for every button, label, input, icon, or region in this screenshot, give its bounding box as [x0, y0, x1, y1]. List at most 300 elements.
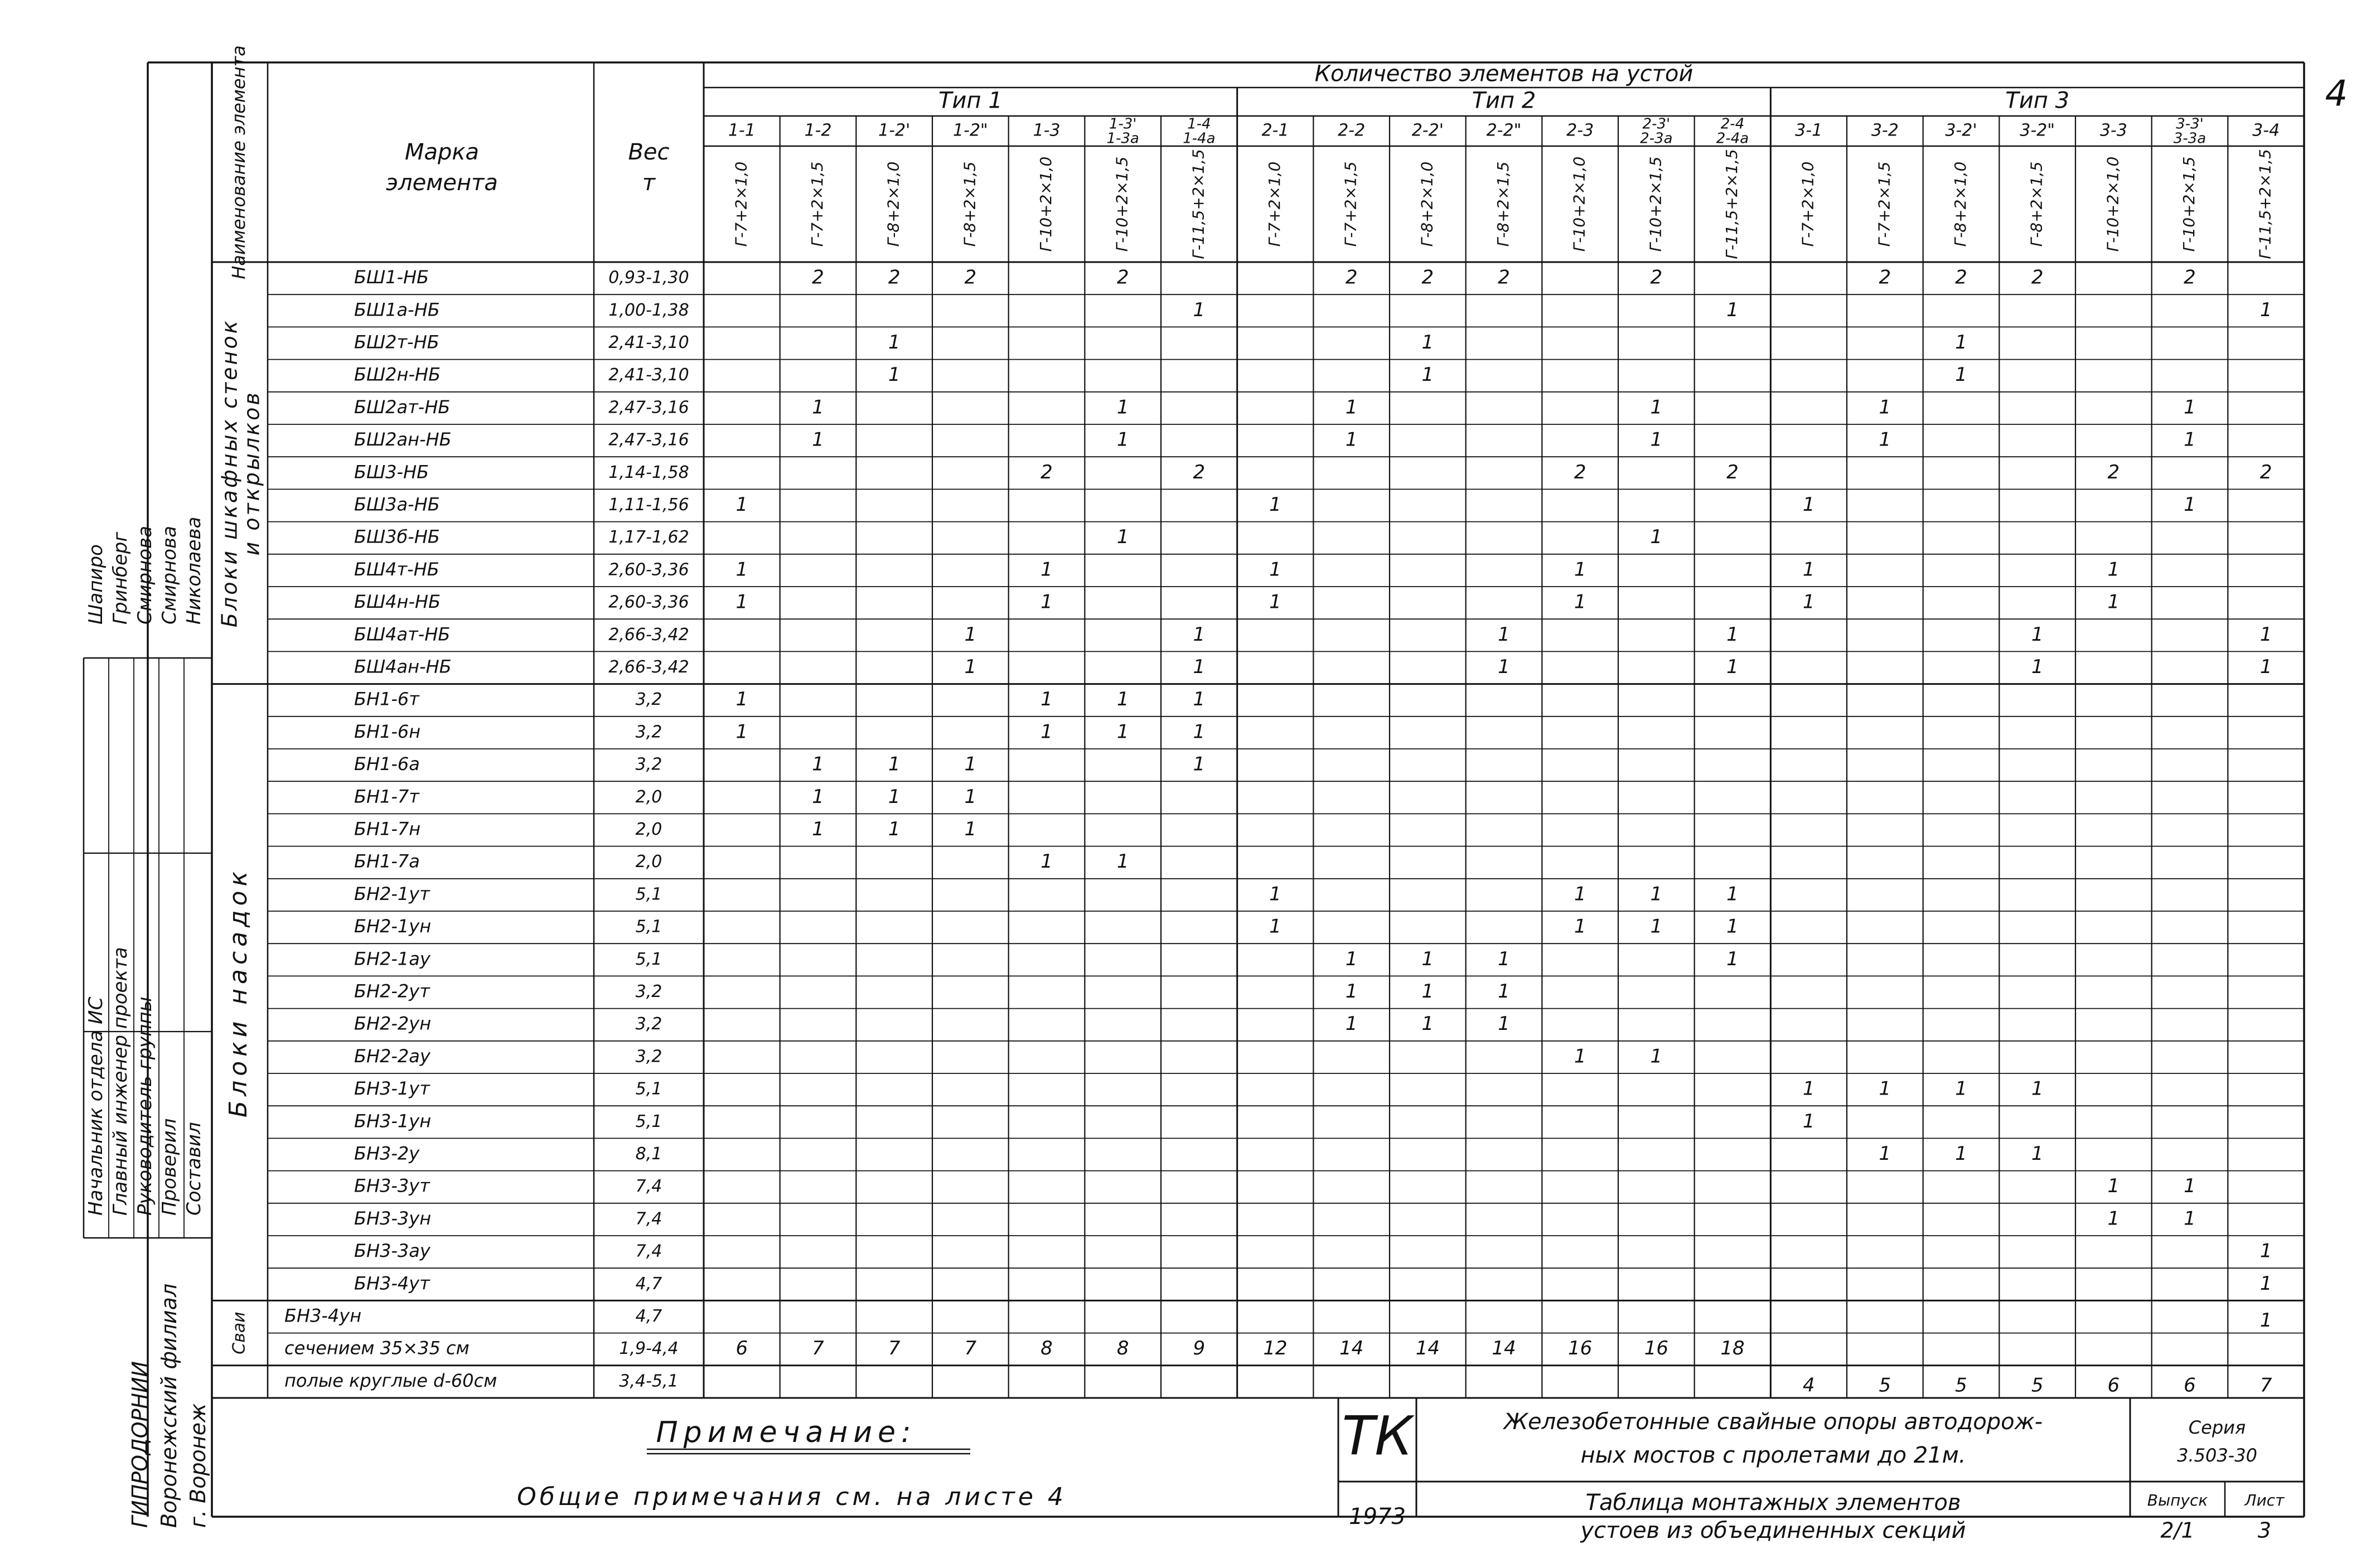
quantity-value: 1: [2031, 623, 2044, 646]
quantity-value: 14: [1492, 1337, 1516, 1360]
element-weight: 0,93-1,30: [608, 268, 689, 288]
element-mark: БШ4т-НБ: [354, 558, 439, 580]
quantity-value: 5: [1955, 1374, 1967, 1397]
quantity-value: 1: [1345, 947, 1358, 970]
org-2: Воронежский филиал: [157, 1283, 181, 1528]
weight-header: т: [642, 170, 656, 196]
type-label-3: Тип 3: [2005, 88, 2070, 114]
quantity-value: 1: [1269, 591, 1281, 613]
col-code: 2-4: [1720, 115, 1745, 133]
element-weight: 1,11-1,56: [608, 495, 689, 515]
element-mark: БШ3а-НБ: [354, 493, 440, 515]
col-code: 1-2": [952, 120, 988, 141]
element-mark: БШ2н-НБ: [354, 364, 441, 385]
col-code: 2-2': [1411, 120, 1444, 141]
col-code: 1-4а: [1183, 130, 1216, 147]
quantity-value: 1: [1726, 915, 1739, 938]
quantity-value: 1: [1421, 1013, 1434, 1035]
quantity-value: 1: [2107, 558, 2120, 581]
quantity-value: 2: [1650, 266, 1663, 289]
quantity-value: 2: [1041, 461, 1053, 483]
col-spec: Г-10+2×1,0: [1037, 156, 1055, 252]
quantity-value: 1: [2259, 1272, 2272, 1295]
element-mark: БН3-3ау: [354, 1240, 430, 1262]
quantity-value: 2: [1726, 461, 1739, 483]
quantity-value: 1: [1726, 883, 1739, 906]
quantity-value: 1: [1193, 298, 1206, 321]
element-weight: 3,2: [635, 1047, 662, 1067]
type-label-2: Тип 2: [1472, 88, 1536, 114]
col-spec: Г-11,5+2×1,5: [1189, 149, 1208, 259]
quantity-value: 1: [1879, 1143, 1891, 1165]
quantity-value: 1: [812, 818, 824, 840]
col-code: 3-2": [2020, 120, 2055, 141]
element-mark: полые круглые d-60см: [284, 1369, 497, 1391]
quantity-value: 1: [1802, 558, 1815, 581]
stamp-subtitle: устоев из объединенных секций: [1580, 1518, 1966, 1543]
quantity-value: 1: [1879, 1077, 1891, 1100]
quantity-value: 1: [1498, 947, 1510, 970]
element-mark: БШ4ат-НБ: [354, 623, 451, 645]
quantity-value: 1: [2107, 1207, 2120, 1230]
sheet-value: 3: [2257, 1518, 2272, 1543]
quantity-value: 1: [888, 331, 901, 354]
quantity-value: 14: [1339, 1337, 1364, 1360]
quantity-value: 1: [964, 753, 977, 776]
quantity-value: 1: [1421, 364, 1434, 386]
element-weight: 3,2: [635, 754, 662, 775]
quantity-value: 1: [1498, 623, 1510, 646]
sheet-number: 4: [2325, 73, 2348, 115]
col-spec: Г-7+2×1,5: [808, 161, 826, 247]
group-label: Сваи: [229, 1311, 249, 1354]
quantity-value: 2: [1879, 266, 1891, 289]
col-code: 2-1: [1261, 120, 1289, 141]
category-header: Наименование элемента: [228, 45, 249, 279]
quantity-value: 1: [888, 364, 901, 386]
col-code: 1-2: [804, 120, 832, 141]
quantity-value: 5: [2031, 1374, 2044, 1397]
quantity-value: 2: [1955, 266, 1967, 289]
col-spec: Г-10+2×1,0: [2103, 156, 2122, 252]
element-mark: БН2-2ун: [354, 1013, 432, 1034]
col-code: 3-3а: [2173, 130, 2207, 147]
element-mark: БШ2т-НБ: [354, 331, 439, 353]
element-mark: БН1-6т: [354, 688, 419, 710]
quantity-value: 1: [2107, 1175, 2120, 1198]
quantity-value: 1: [1116, 428, 1129, 451]
quantity-value: 7: [888, 1337, 901, 1360]
quantity-value: 2: [1116, 266, 1129, 289]
col-code: 3-3': [2176, 115, 2204, 133]
quantity-value: 1: [1041, 850, 1053, 873]
quantity-value: 1: [1041, 720, 1053, 743]
quantity-value: 1: [1421, 980, 1434, 1003]
col-code: 1-3': [1109, 115, 1137, 133]
quantity-value: 1: [1650, 526, 1663, 549]
quantity-value: 2: [1498, 266, 1510, 289]
element-weight: 1,14-1,58: [608, 462, 689, 482]
mark-header: Марка: [404, 139, 480, 165]
quantity-value: 1: [2259, 1240, 2272, 1262]
quantity-value: 1: [1802, 493, 1815, 516]
quantity-value: 1: [2259, 1309, 2272, 1332]
col-code: 3-2: [1871, 120, 1899, 141]
element-mark: БН3-4ут: [354, 1272, 430, 1294]
element-weight: 2,47-3,16: [608, 398, 689, 418]
col-spec: Г-11,5+2×1,5: [1722, 149, 1741, 259]
element-weight: 3,2: [635, 690, 662, 710]
quantity-value: 1: [1955, 1077, 1967, 1100]
quantity-value: 1: [1345, 1013, 1358, 1035]
quantity-value: 6: [736, 1337, 748, 1360]
col-code: 1-1: [728, 120, 756, 141]
col-spec: Г-7+2×1,0: [1798, 161, 1817, 247]
stamp-year: 1973: [1349, 1504, 1406, 1530]
group-label: и открылков: [239, 390, 264, 556]
quantity-value: 1: [1802, 591, 1815, 613]
element-mark: БШ2ат-НБ: [354, 396, 451, 418]
quantity-value: 1: [2031, 1143, 2044, 1165]
quantity-value: 7: [812, 1337, 824, 1360]
quantity-value: 1: [1498, 1013, 1510, 1035]
element-weight: 4,7: [635, 1306, 662, 1326]
quantity-value: 1: [964, 656, 977, 678]
quantity-value: 1: [1041, 558, 1053, 581]
note-title: Примечание:: [656, 1416, 917, 1449]
quantity-value: 2: [1574, 461, 1586, 483]
quantity-value: 1: [1116, 720, 1129, 743]
name-2: Гринберг: [109, 531, 132, 625]
element-mark: БН2-2ау: [354, 1045, 430, 1067]
quantity-value: 1: [1345, 396, 1358, 419]
issue-value: 2/1: [2160, 1518, 2195, 1543]
element-mark: БН3-1ун: [354, 1110, 432, 1132]
name-1: Шапиро: [85, 544, 107, 625]
quantity-value: 1: [2259, 298, 2272, 321]
quantity-value: 7: [2259, 1374, 2272, 1397]
name-5: Николаева: [183, 516, 205, 625]
col-code: 3-2': [1945, 120, 1977, 141]
quantity-value: 1: [1726, 656, 1739, 678]
quantity-value: 2: [1421, 266, 1434, 289]
quantity-value: 1: [812, 396, 824, 419]
element-weight: 5,1: [635, 884, 662, 904]
col-code: 1-4: [1187, 115, 1211, 133]
element-weight: 4,7: [635, 1274, 662, 1294]
element-mark: БН2-1ау: [354, 948, 430, 970]
quantity-value: 1: [1116, 526, 1129, 549]
logo-tk: ТК: [1342, 1405, 1413, 1468]
quantity-value: 2: [964, 266, 977, 289]
col-spec: Г-7+2×1,0: [732, 161, 751, 247]
element-mark: БН1-7а: [354, 850, 420, 872]
group-label: Блоки шкафных стенок: [217, 318, 242, 628]
quantity-value: 1: [1421, 331, 1434, 354]
element-mark: БН1-6а: [354, 753, 420, 775]
quantity-value: 1: [812, 428, 824, 451]
quantity-value: 1: [1269, 915, 1281, 938]
quantity-value: 14: [1415, 1337, 1440, 1360]
element-weight: 2,0: [635, 787, 662, 807]
element-mark: БН3-4ун: [284, 1305, 362, 1327]
element-mark: БШ1-НБ: [354, 267, 429, 288]
quantity-value: 1: [1955, 364, 1967, 386]
series-value: 3.503-30: [2177, 1445, 2257, 1466]
col-code: 3-3: [2099, 120, 2127, 141]
quantity-value: 12: [1263, 1337, 1288, 1360]
col-spec: Г-10+2×1,5: [2180, 156, 2198, 252]
quantity-value: 1: [1574, 591, 1586, 613]
quantity-value: 1: [2184, 396, 2196, 419]
quantity-value: 1: [736, 720, 748, 743]
quantity-value: 6: [2184, 1374, 2196, 1397]
col-code: 1-2': [878, 120, 911, 141]
element-mark: БШ4н-НБ: [354, 591, 441, 613]
element-weight: 2,66-3,42: [608, 657, 689, 677]
quantity-value: 1: [1193, 753, 1206, 776]
role-5: Составил: [183, 1122, 205, 1216]
quantity-value: 1: [1116, 688, 1129, 711]
quantity-value: 1: [1574, 915, 1586, 938]
element-weight: 2,41-3,10: [608, 365, 689, 385]
quantity-value: 1: [1116, 850, 1129, 873]
quantity-value: 1: [964, 785, 977, 808]
element-mark: сечением 35×35 см: [284, 1337, 470, 1359]
quantity-value: 1: [1421, 947, 1434, 970]
col-spec: Г-10+2×1,0: [1570, 156, 1589, 252]
role-4: Проверил: [158, 1118, 181, 1216]
quantity-value: 1: [1041, 688, 1053, 711]
quantity-value: 1: [1879, 428, 1891, 451]
quantity-value: 7: [964, 1337, 977, 1360]
col-spec: Г-8+2×1,0: [1417, 161, 1436, 247]
element-mark: БШ3б-НБ: [354, 526, 440, 548]
element-weight: 5,1: [635, 917, 662, 937]
element-weight: 2,47-3,16: [608, 430, 689, 450]
element-mark: БН3-3ун: [354, 1207, 432, 1229]
quantity-value: 18: [1720, 1337, 1745, 1360]
element-weight: 3,2: [635, 722, 662, 742]
quantity-value: 2: [2107, 461, 2120, 483]
quantity-value: 1: [2184, 1175, 2196, 1198]
quantity-value: 1: [736, 591, 748, 613]
quantity-value: 2: [2259, 461, 2272, 483]
quantity-value: 1: [1269, 558, 1281, 581]
element-weight: 2,66-3,42: [608, 625, 689, 645]
name-4: Смирнова: [158, 526, 181, 625]
quantity-value: 1: [812, 753, 824, 776]
element-weight: 7,4: [635, 1177, 662, 1197]
element-mark: БН1-7н: [354, 818, 421, 840]
quantity-value: 1: [964, 818, 977, 840]
quantity-value: 1: [1802, 1110, 1815, 1133]
col-spec: Г-10+2×1,5: [1112, 156, 1131, 252]
col-code: 2-3а: [1640, 130, 1673, 147]
stamp-subtitle: Таблица монтажных элементов: [1585, 1490, 1961, 1516]
quantity-value: 2: [888, 266, 901, 289]
quantity-value: 1: [736, 558, 748, 581]
quantity-value: 2: [2184, 266, 2196, 289]
note-text: Общие примечания см. на листе 4: [517, 1483, 1067, 1511]
quantity-title: Количество элементов на устой: [1314, 61, 1693, 87]
element-weight: 2,0: [635, 820, 662, 839]
col-code: 1-3: [1033, 120, 1061, 141]
org-3: г. Воронеж: [186, 1403, 210, 1528]
sheet-label: Лист: [2244, 1491, 2285, 1509]
quantity-value: 1: [1726, 623, 1739, 646]
element-mark: БН2-2ут: [354, 980, 430, 1002]
element-mark: БШ4ан-НБ: [354, 656, 452, 677]
series-label: Серия: [2188, 1417, 2246, 1438]
element-weight: 1,00-1,38: [608, 300, 689, 320]
signature-roles: [84, 947, 206, 1216]
element-weight: 5,1: [635, 949, 662, 969]
col-code: 2-2": [1486, 120, 1522, 141]
quantity-value: 1: [1726, 947, 1739, 970]
quantity-value: 1: [1879, 396, 1891, 419]
col-code: 2-2: [1338, 120, 1366, 141]
element-weight: 1,17-1,62: [608, 527, 689, 548]
quantity-value: 1: [1345, 980, 1358, 1003]
issue-label: Выпуск: [2147, 1491, 2208, 1509]
quantity-value: 2: [1345, 266, 1358, 289]
quantity-value: 1: [1193, 656, 1206, 678]
quantity-value: 2: [1193, 461, 1206, 483]
element-mark: БШ3-НБ: [354, 461, 429, 483]
stamp-title: Железобетонные свайные опоры автодорож-: [1503, 1409, 2043, 1435]
element-mark: БН3-2у: [354, 1143, 420, 1164]
quantity-value: 1: [1955, 331, 1967, 354]
quantity-value: 1: [1650, 1045, 1663, 1068]
quantity-value: 8: [1116, 1337, 1129, 1360]
quantity-value: 1: [1269, 883, 1281, 906]
quantity-value: 1: [888, 753, 901, 776]
weight-header: Вес: [628, 139, 670, 165]
element-mark: БШ2ан-НБ: [354, 429, 452, 451]
quantity-value: 1: [888, 785, 901, 808]
quantity-value: 1: [2184, 428, 2196, 451]
element-weight: 3,2: [635, 1014, 662, 1034]
element-mark: БН2-1ун: [354, 916, 432, 937]
stamp-title: ных мостов с пролетами до 21м.: [1580, 1443, 1966, 1468]
quantity-value: 1: [1955, 1143, 1967, 1165]
element-weight: 8,1: [635, 1144, 662, 1164]
element-weight: 3,4-5,1: [619, 1371, 679, 1391]
quantity-value: 1: [2184, 1207, 2196, 1230]
element-weight: 2,60-3,36: [608, 592, 689, 612]
quantity-value: 1: [2031, 1077, 2044, 1100]
col-spec: Г-8+2×1,5: [2027, 161, 2046, 247]
col-spec: Г-10+2×1,5: [1646, 156, 1665, 252]
element-mark: БН2-1ут: [354, 883, 430, 904]
quantity-value: 2: [2031, 266, 2044, 289]
quantity-value: 1: [2031, 656, 2044, 678]
table-text: [217, 45, 2348, 1543]
quantity-value: 9: [1193, 1337, 1206, 1360]
organization: [125, 1284, 212, 1528]
col-code: 2-3': [1642, 115, 1671, 133]
quantity-value: 1: [1116, 396, 1129, 419]
quantity-value: 8: [1041, 1337, 1053, 1360]
element-mark: БН1-7т: [354, 786, 419, 807]
quantity-value: 1: [2107, 591, 2120, 613]
col-spec: Г-8+2×1,0: [1951, 161, 1970, 247]
element-weight: 2,41-3,10: [608, 333, 689, 352]
element-weight: 2,0: [635, 852, 662, 872]
col-spec: Г-7+2×1,5: [1875, 161, 1894, 247]
col-spec: Г-11,5+2×1,5: [2256, 149, 2275, 259]
group-label: Блоки насадок: [224, 867, 253, 1118]
quantity-value: 1: [1041, 591, 1053, 613]
quantity-value: 1: [1650, 396, 1663, 419]
org-1: ГИПРОДОРНИИ: [128, 1361, 152, 1528]
col-code: 2-3: [1566, 120, 1594, 141]
quantity-value: 1: [1269, 493, 1281, 516]
element-weight: 3,2: [635, 982, 662, 1001]
element-mark: БН1-6н: [354, 720, 421, 742]
quantity-value: 1: [1498, 656, 1510, 678]
quantity-value: 1: [1345, 428, 1358, 451]
quantity-value: 1: [1650, 883, 1663, 906]
col-spec: Г-8+2×1,5: [1494, 161, 1512, 247]
col-spec: Г-7+2×1,5: [1341, 161, 1360, 247]
quantity-value: 16: [1644, 1337, 1668, 1360]
quantity-value: 1: [2259, 623, 2272, 646]
element-mark: БН3-1ут: [354, 1078, 430, 1100]
role-1: Начальник отдела ИС: [85, 996, 107, 1216]
mark-header: элемента: [386, 170, 498, 196]
element-weight: 7,4: [635, 1241, 662, 1261]
element-weight: 2,60-3,36: [608, 560, 689, 580]
quantity-value: 1: [1650, 915, 1663, 938]
role-2: Главный инженер проекта: [109, 947, 132, 1216]
col-spec: Г-7+2×1,0: [1265, 161, 1284, 247]
quantity-value: 1: [1574, 558, 1586, 581]
quantity-value: 1: [1193, 623, 1206, 646]
type-label-1: Тип 1: [938, 88, 1003, 114]
element-weight: 7,4: [635, 1209, 662, 1229]
quantity-value: 1: [1726, 298, 1739, 321]
col-code: 1-3а: [1106, 130, 1139, 147]
quantity-value: 1: [736, 688, 748, 711]
element-mark: БШ1а-НБ: [354, 299, 440, 321]
element-weight: 5,1: [635, 1111, 662, 1131]
quantity-value: 5: [1879, 1374, 1891, 1397]
quantity-value: 1: [1193, 688, 1206, 711]
col-code: 3-1: [1795, 120, 1823, 141]
quantity-value: 1: [1574, 883, 1586, 906]
quantity-value: 1: [1650, 428, 1663, 451]
element-mark: БН3-3ут: [354, 1175, 430, 1197]
quantity-value: 1: [888, 818, 901, 840]
quantity-value: 1: [1574, 1045, 1586, 1068]
element-weight: 1,9-4,4: [619, 1339, 679, 1359]
name-3: Смирнова: [134, 526, 156, 625]
quantity-value: 4: [1802, 1374, 1815, 1397]
quantity-value: 1: [1802, 1077, 1815, 1100]
col-spec: Г-8+2×1,0: [884, 161, 903, 247]
quantity-value: 1: [736, 493, 748, 516]
quantity-value: 1: [1498, 980, 1510, 1003]
quantity-value: 16: [1568, 1337, 1593, 1360]
element-weight: 5,1: [635, 1079, 662, 1099]
quantity-value: 6: [2107, 1374, 2120, 1397]
quantity-value: 1: [2184, 493, 2196, 516]
signature-names: [84, 517, 206, 625]
quantity-value: 1: [1193, 720, 1206, 743]
quantity-value: 1: [964, 623, 977, 646]
